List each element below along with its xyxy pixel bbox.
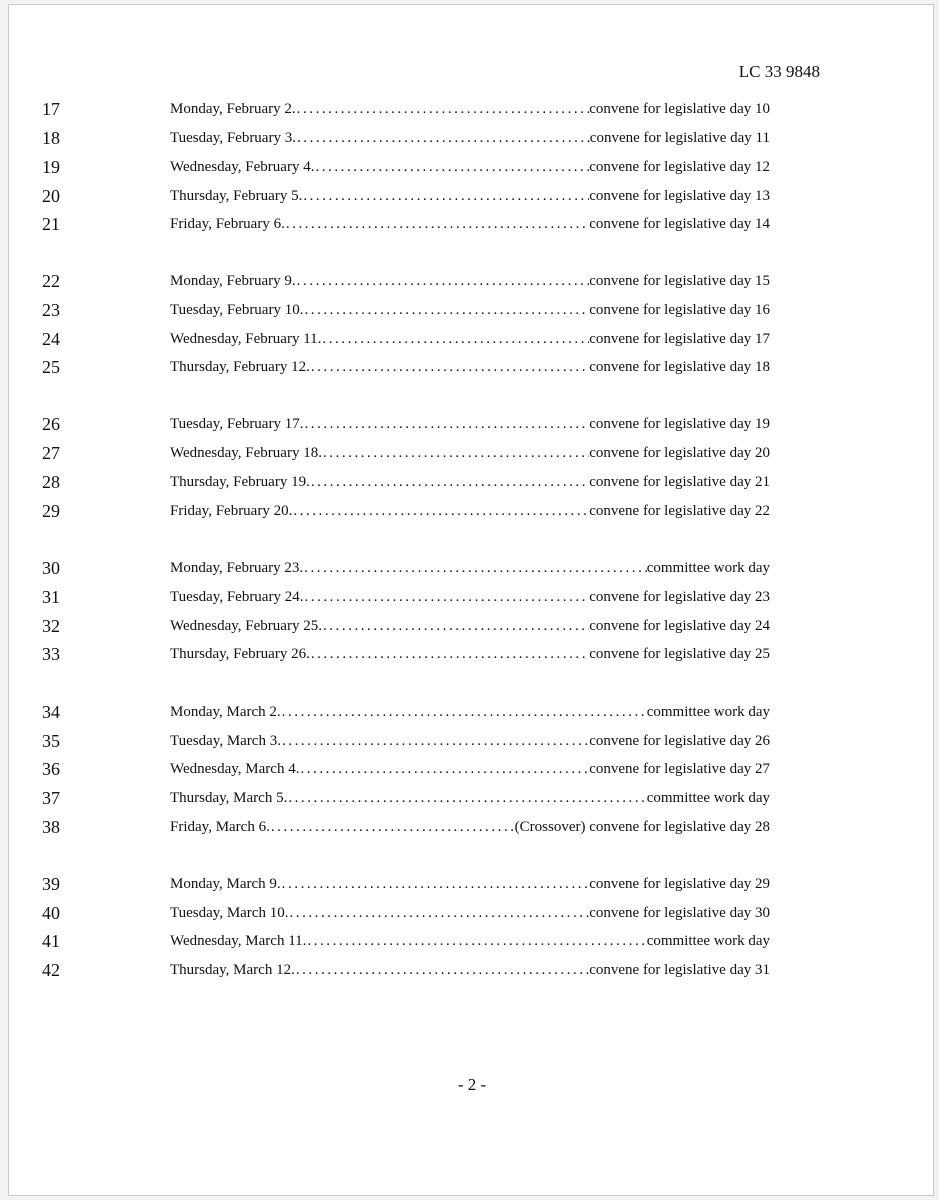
schedule-action: convene for legislative day 12 (589, 159, 770, 175)
schedule-action: (Crossover) convene for legislative day 28 (514, 819, 770, 835)
schedule-action: convene for legislative day 13 (589, 188, 770, 204)
dot-leader (285, 212, 589, 236)
schedule-action: committee work day (646, 933, 770, 949)
dot-leader (310, 470, 589, 494)
schedule-row (9, 184, 935, 208)
schedule-date: Monday, March 2. (170, 704, 281, 720)
schedule-row (9, 901, 935, 925)
dot-leader (303, 298, 589, 322)
schedule-action: convene for legislative day 31 (589, 962, 770, 978)
schedule-action: convene for legislative day 23 (589, 589, 770, 605)
schedule-action: convene for legislative day 22 (589, 503, 770, 519)
schedule-date: Tuesday, February 24. (170, 589, 304, 605)
line-number: 20 (42, 186, 60, 206)
schedule-date: Monday, February 23. (170, 560, 304, 576)
dot-leader (299, 757, 589, 781)
dot-leader (296, 126, 590, 150)
line-number: 30 (42, 558, 60, 578)
line-number: 25 (42, 357, 60, 377)
line-number: 36 (42, 759, 60, 779)
schedule-row (9, 614, 935, 638)
schedule-row (9, 815, 935, 839)
line-number: 28 (42, 472, 60, 492)
schedule-row (9, 97, 935, 121)
schedule-row (9, 298, 935, 322)
schedule-action: convene for legislative day 15 (589, 273, 770, 289)
line-number: 32 (42, 616, 60, 636)
dot-leader (306, 929, 646, 953)
schedule-row (9, 958, 935, 982)
line-number: 26 (42, 414, 60, 434)
schedule-row (9, 786, 935, 810)
schedule-date: Thursday, February 26. (170, 646, 310, 662)
dot-leader (281, 700, 647, 724)
schedule-row (9, 269, 935, 293)
schedule-date: Monday, February 9. (170, 273, 296, 289)
schedule-date: Wednesday, March 4. (170, 761, 300, 777)
schedule-action: convene for legislative day 18 (589, 359, 770, 375)
schedule-action: convene for legislative day 27 (589, 761, 770, 777)
line-number: 19 (42, 157, 60, 177)
schedule-action: convene for legislative day 26 (589, 733, 770, 749)
schedule-action: convene for legislative day 11 (589, 130, 770, 146)
schedule-action: convene for legislative day 21 (589, 474, 770, 490)
schedule-row (9, 700, 935, 724)
schedule-row (9, 872, 935, 896)
dot-leader (296, 269, 590, 293)
schedule-date: Monday, February 2. (170, 101, 296, 117)
schedule-row (9, 585, 935, 609)
schedule-date: Thursday, February 5. (170, 188, 303, 204)
line-number: 42 (42, 960, 60, 980)
schedule-action: committee work day (646, 790, 770, 806)
schedule-action: convene for legislative day 20 (589, 445, 770, 461)
dot-leader (295, 958, 589, 982)
schedule-row (9, 499, 935, 523)
dot-leader (292, 499, 589, 523)
schedule-row (9, 355, 935, 379)
schedule-action: convene for legislative day 16 (589, 302, 770, 318)
line-number: 35 (42, 731, 60, 751)
schedule-row (9, 412, 935, 436)
dot-leader (321, 327, 589, 351)
schedule-row (9, 729, 935, 753)
dot-leader (310, 355, 589, 379)
line-number: 37 (42, 788, 60, 808)
schedule-date: Tuesday, March 10. (170, 905, 289, 921)
line-number: 18 (42, 128, 60, 148)
page-number: - 2 - (457, 1075, 487, 1094)
schedule-row (9, 642, 935, 666)
line-number: 40 (42, 903, 60, 923)
line-number: 22 (42, 271, 60, 291)
line-number: 38 (42, 817, 60, 837)
dot-leader (314, 155, 589, 179)
dot-leader (296, 97, 590, 121)
dot-leader (281, 729, 589, 753)
dot-leader (302, 184, 589, 208)
line-number: 17 (42, 99, 60, 119)
dot-leader (322, 441, 589, 465)
line-number: 23 (42, 300, 60, 320)
line-number: 31 (42, 587, 60, 607)
schedule-row (9, 327, 935, 351)
dot-leader (322, 614, 589, 638)
schedule-action: committee work day (646, 560, 770, 576)
dot-leader (281, 872, 590, 896)
schedule-date: Thursday, March 5. (170, 790, 288, 806)
schedule-date: Monday, March 9. (170, 876, 281, 892)
dot-leader (310, 642, 589, 666)
schedule-row (9, 126, 935, 150)
line-number: 34 (42, 702, 60, 722)
line-number: 27 (42, 443, 60, 463)
schedule-date: Wednesday, February 4. (170, 159, 315, 175)
schedule-date: Friday, March 6. (170, 819, 270, 835)
schedule-date: Wednesday, February 18. (170, 445, 322, 461)
document-code: LC 33 9848 (738, 62, 820, 81)
schedule-row (9, 155, 935, 179)
line-number: 39 (42, 874, 60, 894)
dot-leader (303, 556, 647, 580)
schedule-date: Wednesday, March 11. (170, 933, 307, 949)
schedule-date: Tuesday, March 3. (170, 733, 281, 749)
dot-leader (303, 585, 589, 609)
schedule-date: Friday, February 20. (170, 503, 293, 519)
schedule-action: convene for legislative day 24 (589, 618, 770, 634)
line-number: 41 (42, 931, 60, 951)
schedule-date: Tuesday, February 17. (170, 416, 304, 432)
schedule-row (9, 757, 935, 781)
schedule-date: Thursday, March 12. (170, 962, 295, 978)
schedule-row (9, 212, 935, 236)
schedule-row (9, 470, 935, 494)
schedule-action: convene for legislative day 10 (589, 101, 770, 117)
schedule-date: Tuesday, February 3. (170, 130, 296, 146)
line-number: 24 (42, 329, 60, 349)
schedule-date: Wednesday, February 11. (170, 331, 322, 347)
schedule-date: Thursday, February 12. (170, 359, 310, 375)
schedule-action: convene for legislative day 30 (589, 905, 770, 921)
schedule-action: convene for legislative day 19 (589, 416, 770, 432)
schedule-action: convene for legislative day 14 (589, 216, 770, 232)
dot-leader (288, 901, 589, 925)
schedule-row (9, 929, 935, 953)
schedule-date: Thursday, February 19. (170, 474, 310, 490)
schedule-row (9, 441, 935, 465)
line-number: 29 (42, 501, 60, 521)
dot-leader (303, 412, 589, 436)
schedule-date: Wednesday, February 25. (170, 618, 322, 634)
schedule-date: Friday, February 6. (170, 216, 285, 232)
line-number: 33 (42, 644, 60, 664)
schedule-row (9, 556, 935, 580)
schedule-action: convene for legislative day 25 (589, 646, 770, 662)
schedule-action: convene for legislative day 29 (589, 876, 770, 892)
schedule-date: Tuesday, February 10. (170, 302, 304, 318)
dot-leader (270, 815, 515, 839)
line-number: 21 (42, 214, 60, 234)
document-page (8, 4, 934, 1196)
schedule-action: committee work day (646, 704, 770, 720)
schedule-action: convene for legislative day 17 (589, 331, 770, 347)
dot-leader (287, 786, 646, 810)
